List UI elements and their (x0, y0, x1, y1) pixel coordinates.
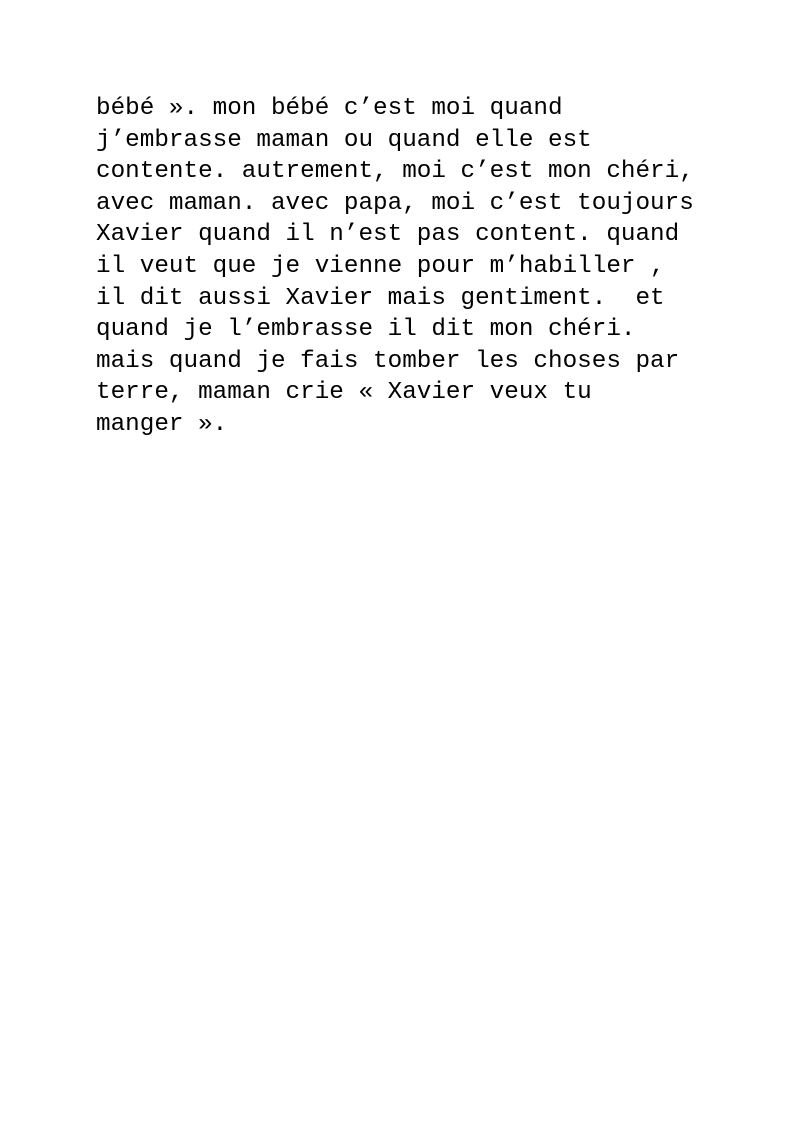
text-line: manger ». (96, 410, 228, 438)
text-line: terre, maman crie « Xavier veux tu (96, 379, 592, 407)
text-line: Xavier quand il n’est pas content. quand (96, 221, 680, 249)
text-line: avec maman. avec papa, moi c’est toujours (96, 189, 694, 217)
body-text (96, 93, 736, 441)
text-line: il veut que je vienne pour m’habiller , (96, 252, 665, 280)
text-line: bébé ». mon bébé c’est moi quand (96, 95, 563, 122)
text-line: contente. autrement, moi c’est mon chéri, (96, 158, 694, 186)
text-line: mais quand je fais tomber les choses par (96, 347, 680, 375)
text-line: j’embrasse maman ou quand elle est (96, 126, 592, 154)
text-line: il dit aussi Xavier mais gentiment. et (96, 284, 665, 312)
text-line: quand je l’embrasse il dit mon chéri. (96, 316, 636, 344)
